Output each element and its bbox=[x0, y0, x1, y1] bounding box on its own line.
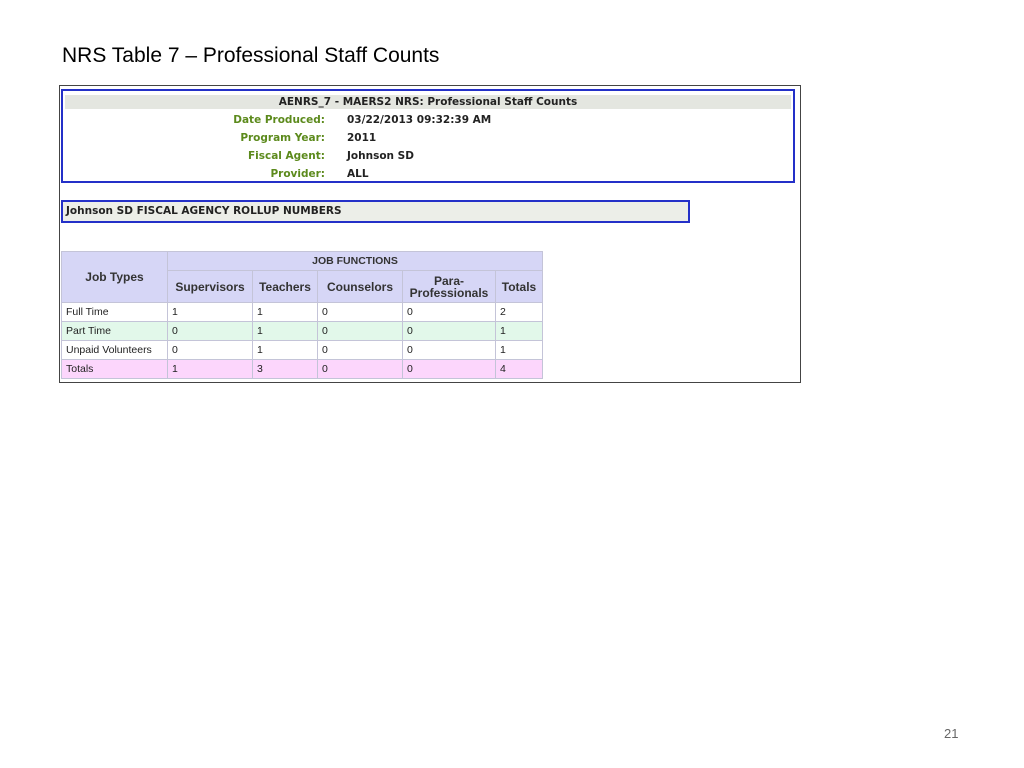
cell-para-professionals: 0 bbox=[403, 322, 496, 341]
column-header-supervisors: Supervisors bbox=[168, 271, 253, 303]
cell-para-professionals: 0 bbox=[403, 303, 496, 322]
cell-totals: 1 bbox=[496, 341, 543, 360]
column-header-counselors: Counselors bbox=[318, 271, 403, 303]
column-header-totals: Totals bbox=[496, 271, 543, 303]
row-label: Part Time bbox=[62, 322, 168, 341]
fiscal-agent-value: Johnson SD bbox=[347, 150, 414, 162]
info-row-fiscal-agent bbox=[63, 150, 793, 166]
report-title: AENRS_7 - MAERS2 NRS: Professional Staff Counts bbox=[65, 95, 791, 109]
page-number: 21 bbox=[944, 726, 959, 741]
program-year-label: Program Year: bbox=[240, 132, 325, 144]
column-header-para-professionals: Para- Professionals bbox=[403, 271, 496, 303]
table-row-full-time bbox=[62, 303, 543, 322]
provider-label: Provider: bbox=[270, 168, 325, 180]
program-year-value: 2011 bbox=[347, 132, 377, 144]
cell-teachers: 1 bbox=[253, 303, 318, 322]
row-label: Full Time bbox=[62, 303, 168, 322]
rollup-heading-box bbox=[61, 200, 690, 223]
cell-para-professionals: 0 bbox=[403, 341, 496, 360]
cell-teachers: 1 bbox=[253, 322, 318, 341]
table-row-unpaid-volunteers bbox=[62, 341, 543, 360]
cell-supervisors: 1 bbox=[168, 360, 253, 379]
cell-para-professionals: 0 bbox=[403, 360, 496, 379]
table-row-totals bbox=[62, 360, 543, 379]
fiscal-agent-label: Fiscal Agent: bbox=[247, 150, 325, 162]
rollup-heading: Johnson SD FISCAL AGENCY ROLLUP NUMBERS bbox=[66, 205, 342, 217]
cell-supervisors: 1 bbox=[168, 303, 253, 322]
date-produced-label: Date Produced: bbox=[233, 114, 325, 126]
column-header-teachers: Teachers bbox=[253, 271, 318, 303]
cell-counselors: 0 bbox=[318, 360, 403, 379]
cell-teachers: 1 bbox=[253, 341, 318, 360]
cell-totals: 1 bbox=[496, 322, 543, 341]
info-row-program-year bbox=[63, 132, 793, 148]
job-functions-header: JOB FUNCTIONS bbox=[168, 252, 543, 271]
staff-counts-table bbox=[61, 251, 543, 379]
cell-supervisors: 0 bbox=[168, 341, 253, 360]
report-header bbox=[61, 89, 795, 183]
cell-counselors: 0 bbox=[318, 322, 403, 341]
cell-counselors: 0 bbox=[318, 341, 403, 360]
slide-title: NRS Table 7 – Professional Staff Counts bbox=[62, 44, 440, 67]
provider-value: ALL bbox=[347, 168, 369, 180]
cell-teachers: 3 bbox=[253, 360, 318, 379]
cell-totals: 2 bbox=[496, 303, 543, 322]
cell-supervisors: 0 bbox=[168, 322, 253, 341]
cell-totals: 4 bbox=[496, 360, 543, 379]
cell-counselors: 0 bbox=[318, 303, 403, 322]
date-produced-value: 03/22/2013 09:32:39 AM bbox=[347, 114, 492, 126]
job-types-header: Job Types bbox=[62, 252, 168, 303]
info-row-provider bbox=[63, 168, 793, 184]
info-row-date-produced bbox=[63, 114, 793, 130]
row-label: Unpaid Volunteers bbox=[62, 341, 168, 360]
row-label: Totals bbox=[62, 360, 168, 379]
table-row-part-time bbox=[62, 322, 543, 341]
